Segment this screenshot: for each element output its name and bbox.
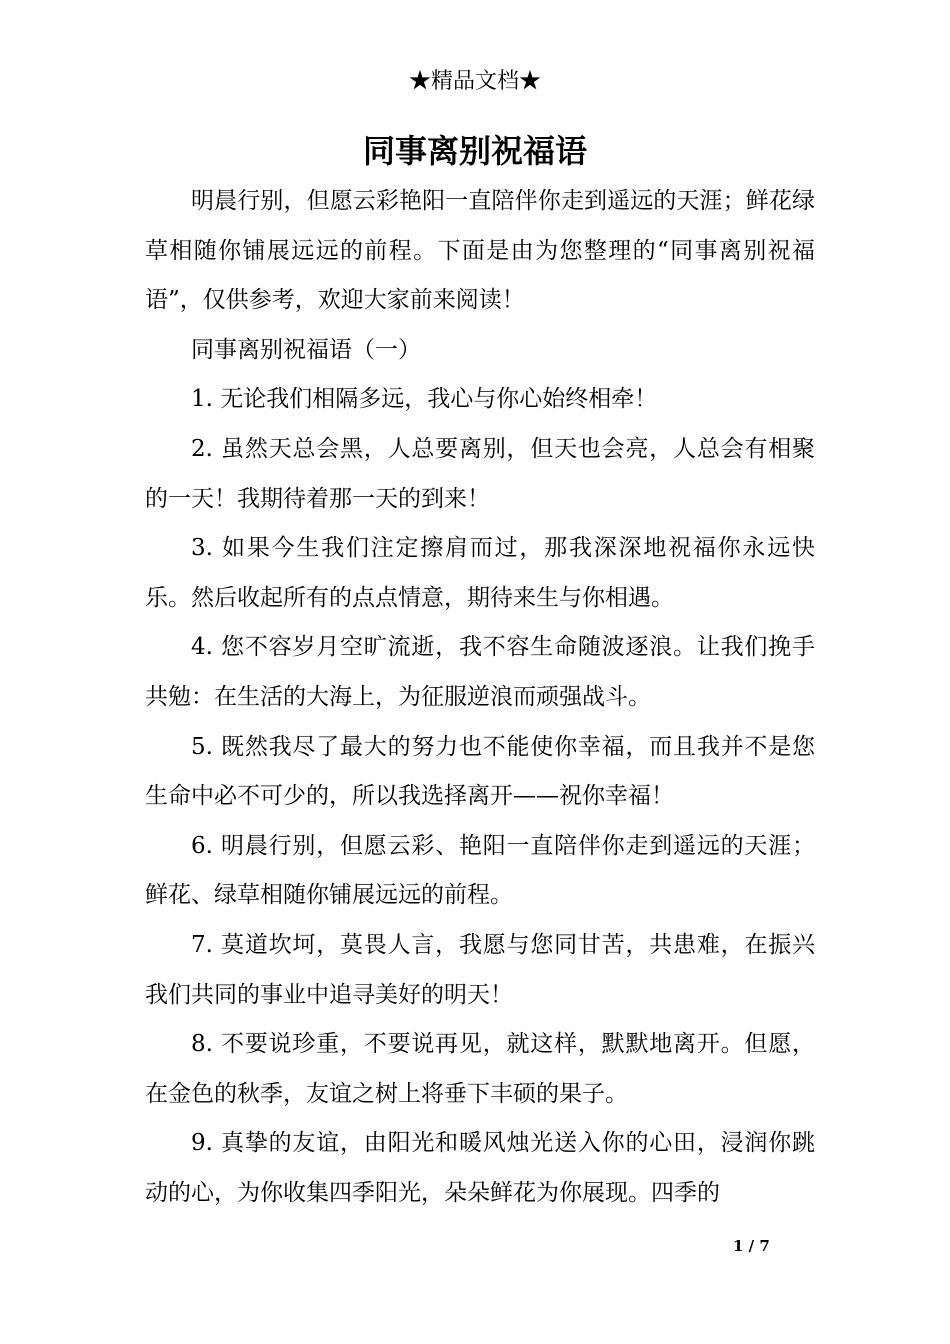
- list-item: 5. 既然我尽了最大的努力也不能使你幸福，而且我并不是您生命中必不可少的，所以我选择离开——祝你幸福！: [145, 733, 815, 810]
- list-item: 7. 莫道坎坷，莫畏人言，我愿与您同甘苦，共患难，在振兴我们共同的事业中追寻美好的明天！: [145, 931, 815, 1008]
- list-item: 4. 您不容岁月空旷流逝，我不容生命随波逐浪。让我们挽手共勉：在生活的大海上，为征服逆浪而顽强战斗。: [145, 634, 815, 710]
- document-body: [145, 177, 815, 1218]
- header-mark: ★精品文档★: [408, 69, 541, 94]
- list-item: 1. 无论我们相隔多远，我心与你心始终相牵！: [191, 386, 658, 413]
- list-item: 2. 虽然天总会黑，人总要离别，但天也会亮，人总会有相聚的一天！我期待着那一天的到来！: [145, 435, 815, 512]
- section-heading: 同事离别祝福语（一）: [191, 336, 421, 363]
- list-item: 3. 如果今生我们注定擦肩而过，那我深深地祝福你永远快乐。然后收起所有的点点情意，期待来生与你相遇。: [145, 535, 815, 611]
- list-item: 9. 真挚的友谊，由阳光和暖风烛光送入你的心田，浸润你跳动的心，为你收集四季阳光，朵朵鲜花为你展现。四季的: [145, 1130, 815, 1206]
- page-number: 1 / 7: [733, 1237, 770, 1255]
- document-title: 同事离别祝福语: [362, 132, 587, 170]
- intro-paragraph: 明晨行别，但愿云彩艳阳一直陪伴你走到遥远的天涯；鲜花绿草相随你铺展远远的前程。下面是由为您整理的“同事离别祝福语”，仅供参考，欢迎大家前来阅读！: [145, 188, 815, 314]
- list-item: 8. 不要说珍重，不要说再见，就这样，默默地离开。但愿，在金色的秋季，友谊之树上将垂下丰硕的果子。: [145, 1031, 815, 1107]
- list-item: 6. 明晨行别，但愿云彩、艳阳一直陪伴你走到遥远的天涯；鲜花、绿草相随你铺展远远的前程。: [145, 832, 815, 909]
